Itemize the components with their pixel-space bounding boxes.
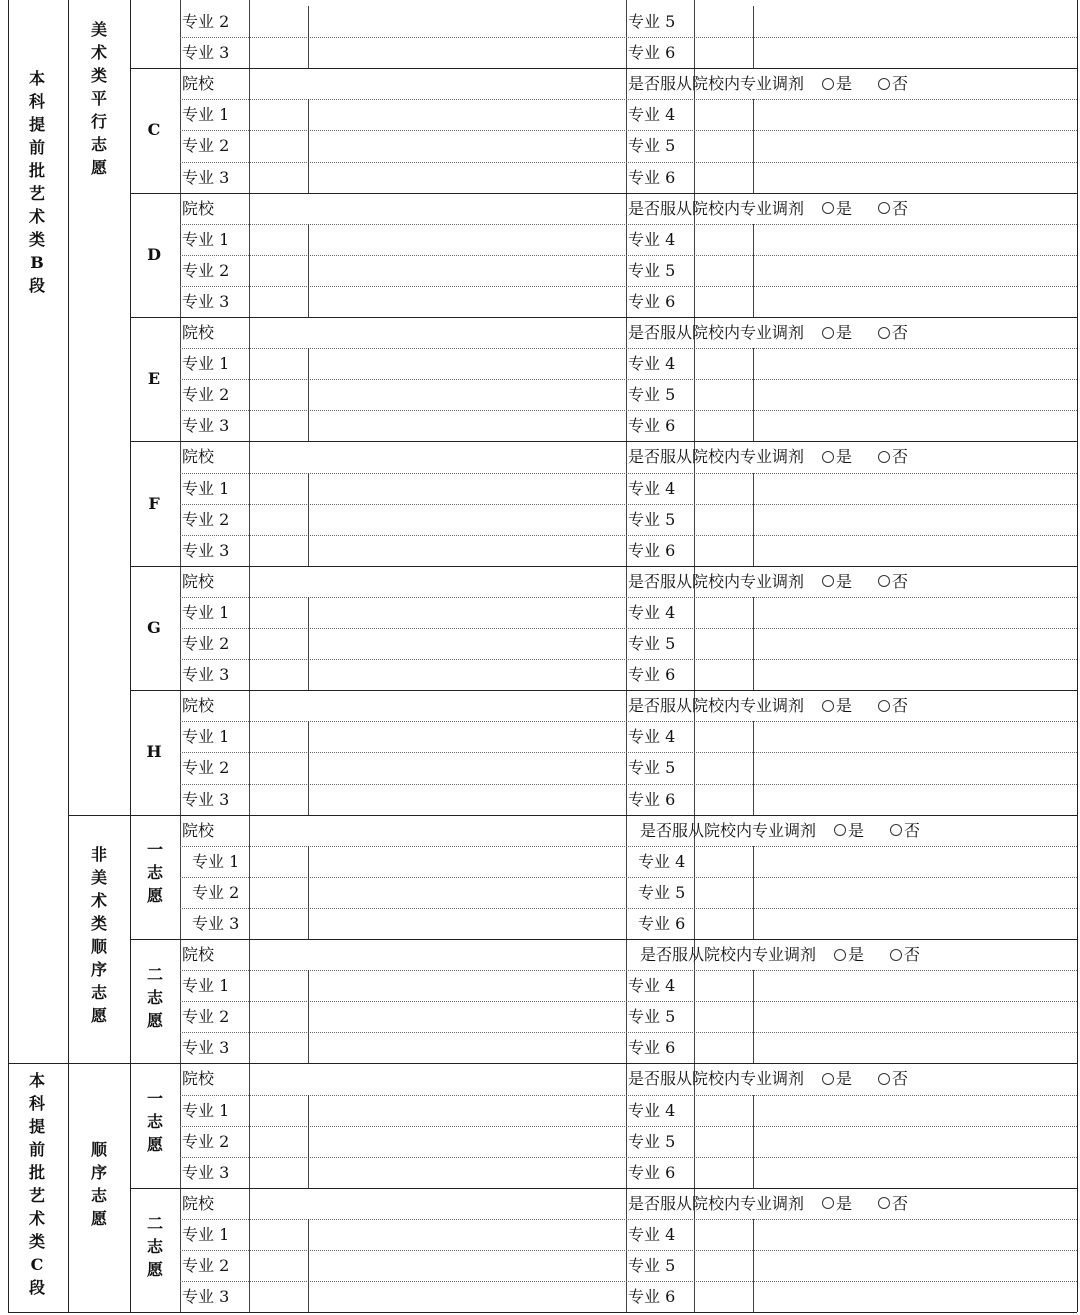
column-divider bbox=[1077, 0, 1078, 1312]
major-input-1[interactable] bbox=[251, 348, 624, 379]
major-input-1[interactable] bbox=[251, 1219, 624, 1250]
block-divider bbox=[8, 1312, 1077, 1313]
major-label-1: 专业 1 bbox=[182, 354, 230, 374]
major-label-5: 专业 5 bbox=[628, 12, 676, 31]
major-label-6: 专业 6 bbox=[628, 540, 676, 560]
school-label: 院校 bbox=[182, 323, 215, 342]
radio-icon bbox=[822, 202, 834, 214]
major-input-6[interactable] bbox=[696, 286, 1075, 317]
radio-icon bbox=[878, 1197, 890, 1209]
adjust-question: 是否服从院校内专业调剂 是 否 bbox=[628, 1188, 908, 1219]
major-input-2[interactable] bbox=[251, 130, 624, 161]
major-label-4: 专业 4 bbox=[628, 1100, 676, 1120]
major-label-3: 专业 3 bbox=[182, 416, 230, 436]
major-input-3[interactable] bbox=[251, 410, 624, 441]
major-label-1: 专业 1 bbox=[182, 602, 230, 622]
adjust-yes-radio[interactable]: 是 bbox=[822, 566, 852, 597]
block-label: D bbox=[147, 244, 161, 264]
block-label: F bbox=[148, 493, 160, 513]
major-input-2[interactable] bbox=[251, 1126, 624, 1157]
major-label-2: 专业 2 bbox=[192, 882, 240, 902]
adjust-question: 是否服从院校内专业调剂 是 否 bbox=[640, 939, 920, 970]
column-divider bbox=[180, 0, 181, 1312]
major-label-2: 专业 2 bbox=[182, 509, 230, 529]
major-input-1[interactable] bbox=[251, 473, 624, 504]
adjust-yes-radio[interactable]: 是 bbox=[822, 690, 852, 721]
major-input-1[interactable] bbox=[251, 99, 624, 130]
column-divider bbox=[130, 0, 131, 1312]
major-input-6[interactable] bbox=[696, 410, 1075, 441]
major-label-1: 专业 1 bbox=[192, 851, 240, 871]
major-label-4: 专业 4 bbox=[628, 976, 676, 996]
radio-icon bbox=[822, 327, 834, 339]
adjust-no-radio[interactable]: 否 bbox=[878, 690, 908, 721]
adjust-no-radio[interactable]: 否 bbox=[878, 566, 908, 597]
major-label-1: 专业 1 bbox=[182, 727, 230, 747]
block-label: 二 志 愿 bbox=[146, 1213, 163, 1279]
major-label-6: 专业 6 bbox=[628, 167, 676, 187]
major-label-2: 专业 2 bbox=[182, 260, 230, 280]
major-input-1[interactable] bbox=[251, 1095, 624, 1126]
major-input-6[interactable] bbox=[696, 37, 1075, 68]
major-label-5: 专业 5 bbox=[628, 1131, 676, 1151]
school-input[interactable] bbox=[251, 1188, 624, 1219]
major-input-2[interactable] bbox=[251, 877, 624, 908]
radio-icon bbox=[834, 949, 846, 961]
radio-icon bbox=[822, 575, 834, 587]
major-label-4: 专业 4 bbox=[628, 105, 676, 125]
major-label-6: 专业 6 bbox=[628, 291, 676, 311]
block-label: 一 志 愿 bbox=[146, 840, 163, 906]
adjust-no-radio[interactable]: 否 bbox=[890, 815, 920, 846]
major-label-3: 专业 3 bbox=[182, 167, 230, 187]
major-label-3: 专业 3 bbox=[192, 913, 240, 933]
major-label-5: 专业 5 bbox=[628, 1256, 676, 1275]
major-label-6: 专业 6 bbox=[628, 1287, 676, 1307]
adjust-question: 是否服从院校内专业调剂 是 否 bbox=[628, 690, 908, 721]
radio-icon bbox=[822, 700, 834, 712]
block-label: E bbox=[147, 369, 161, 389]
adjust-yes-radio[interactable]: 是 bbox=[822, 1188, 852, 1219]
major-input-6[interactable] bbox=[696, 908, 1075, 939]
major-label-4: 专业 4 bbox=[638, 851, 686, 871]
adjust-no-radio[interactable]: 否 bbox=[878, 68, 908, 99]
major-label-1: 专业 1 bbox=[182, 1100, 230, 1120]
school-label: 院校 bbox=[182, 1193, 215, 1213]
major-label-3: 专业 3 bbox=[182, 1287, 230, 1307]
adjust-no-radio[interactable]: 否 bbox=[890, 939, 920, 970]
radio-icon bbox=[822, 1073, 834, 1085]
school-input[interactable] bbox=[251, 68, 624, 99]
major-label-5: 专业 5 bbox=[628, 634, 676, 653]
major-input-5[interactable] bbox=[696, 628, 1075, 659]
major-label-2: 专业 2 bbox=[182, 136, 230, 156]
major-label-2: 专业 2 bbox=[182, 1256, 230, 1275]
major-input-2[interactable] bbox=[251, 1250, 624, 1281]
school-input[interactable] bbox=[251, 566, 624, 597]
school-label: 院校 bbox=[182, 198, 215, 218]
major-input-4[interactable] bbox=[696, 970, 1075, 1001]
adjust-yes-radio[interactable]: 是 bbox=[822, 317, 852, 348]
block-label: 一 志 愿 bbox=[146, 1089, 163, 1155]
major-input-4[interactable] bbox=[696, 721, 1075, 752]
school-label: 院校 bbox=[182, 820, 215, 840]
major-label-4: 专业 4 bbox=[628, 727, 676, 747]
school-label: 院校 bbox=[182, 571, 215, 591]
school-input[interactable] bbox=[251, 690, 624, 721]
radio-icon bbox=[834, 824, 846, 836]
major-label-6: 专业 6 bbox=[628, 1038, 676, 1058]
major-label-2: 专业 2 bbox=[182, 1007, 230, 1027]
adjust-yes-radio[interactable]: 是 bbox=[822, 193, 852, 224]
major-input-6[interactable] bbox=[696, 1281, 1075, 1312]
major-input-6[interactable] bbox=[696, 659, 1075, 690]
major-input-1[interactable] bbox=[251, 721, 624, 752]
school-label: 院校 bbox=[182, 74, 215, 94]
major-input-4[interactable] bbox=[696, 597, 1075, 628]
major-input-5[interactable] bbox=[696, 1001, 1075, 1032]
section-label-c: 本 科 提 前 批 艺 术 类 C 段 bbox=[28, 1070, 45, 1297]
major-input-3[interactable] bbox=[251, 535, 624, 566]
block-label: C bbox=[147, 120, 161, 140]
adjust-question: 是否服从院校内专业调剂 是 否 bbox=[628, 566, 908, 597]
school-label: 院校 bbox=[182, 447, 215, 467]
major-input-3[interactable] bbox=[251, 286, 624, 317]
major-input-5[interactable] bbox=[696, 504, 1075, 535]
major-input-6[interactable] bbox=[696, 1032, 1075, 1063]
major-input-2[interactable] bbox=[251, 628, 624, 659]
radio-icon bbox=[878, 1073, 890, 1085]
block-divider bbox=[68, 815, 130, 816]
major-label-1: 专业 1 bbox=[182, 478, 230, 498]
group-label-art: 美 术 类 平 行 志 愿 bbox=[90, 19, 107, 177]
major-input-2[interactable] bbox=[251, 504, 624, 535]
block-label: G bbox=[147, 618, 161, 637]
major-input-6[interactable] bbox=[696, 1157, 1075, 1188]
major-input-6[interactable] bbox=[696, 535, 1075, 566]
major-input-2[interactable] bbox=[251, 1001, 624, 1032]
major-input-1[interactable] bbox=[251, 846, 624, 877]
major-input-2[interactable] bbox=[251, 752, 624, 783]
adjust-question: 是否服从院校内专业调剂 是 否 bbox=[628, 68, 908, 99]
adjust-yes-radio[interactable]: 是 bbox=[822, 68, 852, 99]
major-label-6: 专业 6 bbox=[628, 665, 676, 685]
major-input-3[interactable] bbox=[251, 1281, 624, 1312]
major-input-4[interactable] bbox=[696, 99, 1075, 130]
major-input-5[interactable] bbox=[696, 752, 1075, 783]
block-label: H bbox=[146, 742, 162, 762]
major-label-2: 专业 2 bbox=[182, 758, 230, 778]
major-input-1[interactable] bbox=[251, 597, 624, 628]
major-label-5: 专业 5 bbox=[628, 385, 676, 405]
major-input-6[interactable] bbox=[696, 784, 1075, 815]
radio-icon bbox=[878, 575, 890, 587]
major-input-5[interactable] bbox=[696, 379, 1075, 410]
block-divider bbox=[8, 1063, 130, 1064]
major-label-5: 专业 5 bbox=[628, 136, 676, 156]
major-label-6: 专业 6 bbox=[628, 416, 676, 436]
major-input-4[interactable] bbox=[696, 1219, 1075, 1250]
radio-icon bbox=[878, 202, 890, 214]
major-label-3: 专业 3 bbox=[182, 540, 230, 560]
major-input-4[interactable] bbox=[696, 348, 1075, 379]
radio-icon bbox=[878, 327, 890, 339]
major-input-3[interactable] bbox=[251, 37, 624, 68]
major-label-3: 专业 3 bbox=[182, 1162, 230, 1182]
major-label-3: 专业 3 bbox=[182, 789, 230, 809]
major-input-5[interactable] bbox=[696, 255, 1075, 286]
school-label: 院校 bbox=[182, 1069, 215, 1089]
major-label-1: 专业 1 bbox=[182, 1224, 230, 1244]
major-label-4: 专业 4 bbox=[628, 602, 676, 622]
major-label-2: 专业 2 bbox=[182, 12, 230, 31]
adjust-yes-radio[interactable]: 是 bbox=[834, 939, 864, 970]
school-input[interactable] bbox=[251, 939, 624, 970]
block-label: 二 志 愿 bbox=[146, 964, 163, 1030]
school-input[interactable] bbox=[251, 815, 624, 846]
adjust-no-radio[interactable]: 否 bbox=[878, 317, 908, 348]
adjust-question: 是否服从院校内专业调剂 是 否 bbox=[640, 815, 920, 846]
adjust-question: 是否服从院校内专业调剂 是 否 bbox=[628, 193, 908, 224]
adjust-no-radio[interactable]: 否 bbox=[878, 1063, 908, 1094]
major-label-3: 专业 3 bbox=[182, 291, 230, 311]
radio-icon bbox=[890, 824, 902, 836]
major-label-6: 专业 6 bbox=[628, 789, 676, 809]
adjust-no-radio[interactable]: 否 bbox=[878, 1188, 908, 1219]
major-label-4: 专业 4 bbox=[628, 478, 676, 498]
column-divider bbox=[68, 0, 69, 1312]
major-input-5[interactable] bbox=[696, 130, 1075, 161]
major-input-6[interactable] bbox=[696, 162, 1075, 193]
major-label-5: 专业 5 bbox=[628, 758, 676, 778]
major-input-3[interactable] bbox=[251, 162, 624, 193]
school-input[interactable] bbox=[251, 317, 624, 348]
major-input-2[interactable] bbox=[251, 379, 624, 410]
adjust-yes-radio[interactable]: 是 bbox=[834, 815, 864, 846]
major-label-2: 专业 2 bbox=[182, 634, 230, 653]
radio-icon bbox=[822, 78, 834, 90]
major-input-1[interactable] bbox=[251, 224, 624, 255]
major-label-1: 专业 1 bbox=[182, 105, 230, 125]
adjust-yes-radio[interactable]: 是 bbox=[822, 441, 852, 472]
column-divider bbox=[8, 0, 9, 1312]
column-divider bbox=[249, 0, 250, 1312]
major-input-5[interactable] bbox=[696, 877, 1075, 908]
major-label-4: 专业 4 bbox=[628, 354, 676, 374]
column-divider bbox=[626, 0, 627, 1312]
major-label-1: 专业 1 bbox=[182, 229, 230, 249]
major-input-2[interactable] bbox=[251, 255, 624, 286]
major-label-4: 专业 4 bbox=[628, 229, 676, 249]
major-input-5[interactable] bbox=[696, 1126, 1075, 1157]
major-label-3: 专业 3 bbox=[182, 665, 230, 685]
major-label-2: 专业 2 bbox=[182, 1131, 230, 1151]
major-label-5: 专业 5 bbox=[628, 509, 676, 529]
adjust-no-radio[interactable]: 否 bbox=[878, 441, 908, 472]
school-label: 院校 bbox=[182, 696, 215, 716]
major-label-5: 专业 5 bbox=[638, 882, 686, 902]
major-input-4[interactable] bbox=[696, 224, 1075, 255]
group-label-sequential: 顺 序 志 愿 bbox=[90, 1139, 107, 1228]
school-input[interactable] bbox=[251, 193, 624, 224]
major-label-3: 专业 3 bbox=[182, 43, 230, 63]
major-label-6: 专业 6 bbox=[638, 913, 686, 933]
major-input-4[interactable] bbox=[696, 846, 1075, 877]
major-input-4[interactable] bbox=[696, 473, 1075, 504]
major-label-4: 专业 4 bbox=[628, 1224, 676, 1244]
major-label-2: 专业 2 bbox=[182, 385, 230, 405]
school-input[interactable] bbox=[251, 1063, 624, 1094]
adjust-question: 是否服从院校内专业调剂 是 否 bbox=[628, 441, 908, 472]
school-label: 院校 bbox=[182, 945, 215, 964]
major-input-3[interactable] bbox=[251, 659, 624, 690]
adjust-yes-radio[interactable]: 是 bbox=[822, 1063, 852, 1094]
radio-icon bbox=[878, 451, 890, 463]
major-label-6: 专业 6 bbox=[628, 1162, 676, 1182]
major-input-3[interactable] bbox=[251, 1157, 624, 1188]
major-input-3[interactable] bbox=[251, 1032, 624, 1063]
major-input-1[interactable] bbox=[251, 970, 624, 1001]
major-label-6: 专业 6 bbox=[628, 43, 676, 63]
radio-icon bbox=[822, 1197, 834, 1209]
adjust-question: 是否服从院校内专业调剂 是 否 bbox=[628, 1063, 908, 1094]
major-input-4[interactable] bbox=[696, 1095, 1075, 1126]
major-label-5: 专业 5 bbox=[628, 260, 676, 280]
major-input-3[interactable] bbox=[251, 784, 624, 815]
group-label-nonart: 非 美 术 类 顺 序 志 愿 bbox=[90, 845, 107, 1025]
major-label-1: 专业 1 bbox=[182, 976, 230, 996]
radio-icon bbox=[890, 949, 902, 961]
major-label-5: 专业 5 bbox=[628, 1007, 676, 1027]
radio-icon bbox=[878, 78, 890, 90]
radio-icon bbox=[822, 451, 834, 463]
school-input[interactable] bbox=[251, 441, 624, 472]
major-input-5[interactable] bbox=[696, 6, 1075, 37]
radio-icon bbox=[878, 700, 890, 712]
adjust-no-radio[interactable]: 否 bbox=[878, 193, 908, 224]
section-label-b: 本 科 提 前 批 艺 术 类 B 段 bbox=[28, 69, 45, 295]
major-input-3[interactable] bbox=[251, 908, 624, 939]
major-input-5[interactable] bbox=[696, 1250, 1075, 1281]
major-input-2[interactable] bbox=[251, 6, 624, 37]
major-label-3: 专业 3 bbox=[182, 1038, 230, 1058]
adjust-question: 是否服从院校内专业调剂 是 否 bbox=[628, 317, 908, 348]
